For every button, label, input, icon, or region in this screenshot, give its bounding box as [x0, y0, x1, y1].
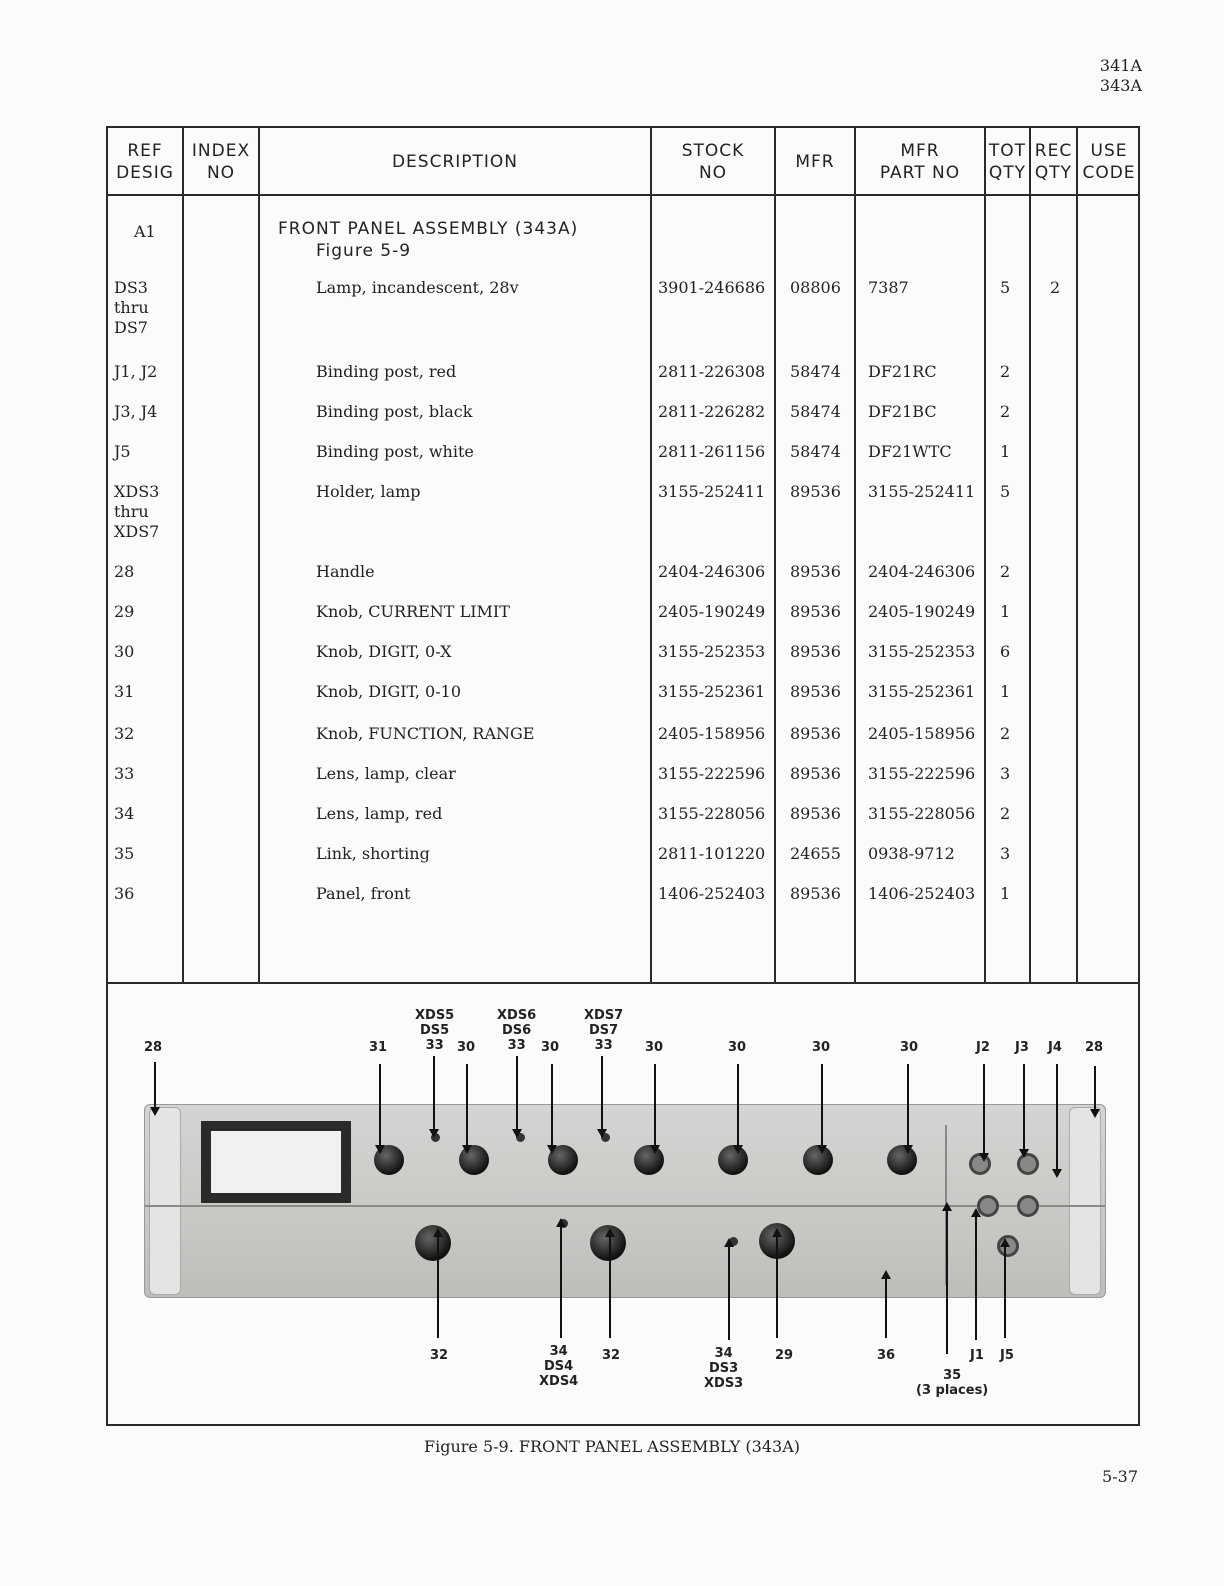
cell-mfr: 08806 — [790, 278, 841, 297]
cell-mfr-part-no: 3155-252361 — [868, 682, 976, 701]
cell-mfr-part-no: 3155-252353 — [868, 642, 976, 661]
cell-tot-qty: 2 — [1000, 724, 1011, 743]
callout-29: 29 — [775, 1348, 794, 1363]
figure-caption: Figure 5-9. FRONT PANEL ASSEMBLY (343A) — [423, 1437, 800, 1456]
panel-meter — [201, 1121, 351, 1203]
column-divider — [774, 128, 776, 982]
header-use-code: USE CODE — [1082, 141, 1136, 183]
handle-left — [149, 1107, 181, 1295]
cell-ref-desig: 30 — [114, 642, 135, 661]
leader-arrow — [885, 1272, 887, 1338]
leader-arrow — [776, 1230, 778, 1338]
cell-tot-qty: 5 — [1000, 482, 1011, 501]
column-divider — [650, 128, 652, 982]
cell-ref-desig: 31 — [114, 682, 135, 701]
page-number: 5-37 — [1102, 1467, 1138, 1486]
cell-tot-qty: 2 — [1000, 362, 1011, 381]
header-ref-desig: REF DESIG — [116, 141, 174, 183]
assembly-figure-ref: Figure 5-9 — [316, 241, 412, 261]
cell-mfr-part-no: 0938-9712 — [868, 844, 955, 863]
leader-arrow — [551, 1064, 553, 1152]
header-mfr-part-no: MFR PART NO — [879, 141, 961, 183]
assembly-title-block — [278, 218, 578, 262]
cell-description: Holder, lamp — [316, 482, 421, 501]
callout-j5: J5 — [1000, 1348, 1014, 1363]
leader-arrow — [907, 1064, 909, 1152]
cell-mfr: 89536 — [790, 602, 841, 621]
cell-ref-desig: XDS3 thru XDS7 — [114, 482, 160, 541]
callout-j3: J3 — [1015, 1040, 1029, 1055]
cell-ref-desig: J3, J4 — [114, 402, 158, 421]
cell-mfr: 89536 — [790, 682, 841, 701]
header-stock-no: STOCK NO — [681, 141, 745, 183]
cell-mfr-part-no: 3155-252411 — [868, 482, 976, 501]
cell-mfr: 24655 — [790, 844, 841, 863]
header-divider — [108, 194, 1138, 196]
cell-description: Lens, lamp, clear — [316, 764, 456, 783]
column-divider — [854, 128, 856, 982]
callout-32-b: 32 — [602, 1348, 621, 1363]
cell-mfr: 89536 — [790, 724, 841, 743]
cell-stock-no: 2811-261156 — [658, 442, 766, 461]
leader-arrow — [737, 1064, 739, 1152]
cell-tot-qty: 3 — [1000, 764, 1011, 783]
callout-31: 31 — [369, 1040, 388, 1055]
leader-arrow — [1056, 1064, 1058, 1176]
cell-mfr-part-no: DF21RC — [868, 362, 937, 381]
model-number-341a: 341A — [1099, 56, 1142, 75]
leader-arrow — [654, 1064, 656, 1152]
cell-ref-desig: J1, J2 — [114, 362, 158, 381]
leader-arrow — [601, 1056, 603, 1136]
cell-tot-qty: 3 — [1000, 844, 1011, 863]
leader-arrow — [1004, 1240, 1006, 1338]
cell-stock-no: 3155-222596 — [658, 764, 766, 783]
leader-arrow — [379, 1064, 381, 1152]
callout-34-ds4-group: 34 DS4 XDS4 — [539, 1344, 579, 1389]
callout-35-group: 35 (3 places) — [916, 1368, 989, 1398]
header-rec-qty: REC QTY — [1034, 141, 1073, 183]
cell-ref-desig: 36 — [114, 884, 135, 903]
cell-description: Knob, DIGIT, 0-10 — [316, 682, 461, 701]
cell-mfr-part-no: 7387 — [868, 278, 909, 297]
leader-arrow — [946, 1204, 948, 1354]
cell-description: Binding post, white — [316, 442, 474, 461]
column-divider — [258, 128, 260, 982]
assembly-title: FRONT PANEL ASSEMBLY (343A) — [278, 219, 579, 239]
cell-mfr: 58474 — [790, 402, 841, 421]
column-divider — [1076, 128, 1078, 982]
cell-ref-desig: 28 — [114, 562, 135, 581]
cell-mfr-part-no: DF21WTC — [868, 442, 952, 461]
callout-j4: J4 — [1048, 1040, 1062, 1055]
model-number-343a: 343A — [1099, 76, 1142, 95]
cell-stock-no: 3155-228056 — [658, 804, 766, 823]
cell-ref-desig: J5 — [114, 442, 131, 461]
cell-mfr-part-no: 3155-228056 — [868, 804, 976, 823]
parts-list-table — [106, 126, 1140, 984]
cell-stock-no: 2404-246306 — [658, 562, 766, 581]
cell-description: Binding post, black — [316, 402, 473, 421]
leader-arrow — [609, 1230, 611, 1338]
cell-mfr: 89536 — [790, 804, 841, 823]
cell-stock-no: 2811-226282 — [658, 402, 766, 421]
cell-tot-qty: 6 — [1000, 642, 1011, 661]
cell-tot-qty: 1 — [1000, 884, 1011, 903]
header-index-no: INDEX NO — [191, 141, 251, 183]
cell-description: Knob, CURRENT LIMIT — [316, 602, 510, 621]
header-mfr: MFR — [795, 152, 835, 172]
leader-arrow — [1094, 1066, 1096, 1116]
assembly-ref: A1 — [134, 222, 156, 241]
cell-mfr-part-no: 2405-190249 — [868, 602, 976, 621]
leader-arrow — [821, 1064, 823, 1152]
callout-30-e: 30 — [812, 1040, 831, 1055]
cell-ref-desig: 35 — [114, 844, 135, 863]
callout-xds6-group: XDS6 DS6 33 — [497, 1008, 537, 1053]
cell-description: Link, shorting — [316, 844, 430, 863]
cell-description: Lamp, incandescent, 28v — [316, 278, 519, 297]
cell-description: Knob, DIGIT, 0-X — [316, 642, 452, 661]
callout-36: 36 — [877, 1348, 896, 1363]
cell-ref-desig: 32 — [114, 724, 135, 743]
leader-arrow — [1023, 1064, 1025, 1156]
leader-arrow — [154, 1062, 156, 1114]
callout-28-right: 28 — [1085, 1040, 1104, 1055]
cell-stock-no: 2811-226308 — [658, 362, 766, 381]
cell-rec-qty: 2 — [1050, 278, 1061, 297]
cell-mfr-part-no: DF21BC — [868, 402, 937, 421]
cell-mfr: 58474 — [790, 362, 841, 381]
cell-ref-desig: 34 — [114, 804, 135, 823]
cell-tot-qty: 1 — [1000, 442, 1011, 461]
cell-mfr: 89536 — [790, 884, 841, 903]
callout-28-left: 28 — [144, 1040, 163, 1055]
figure-front-panel — [106, 984, 1140, 1426]
cell-stock-no: 2405-190249 — [658, 602, 766, 621]
callout-xds7-group: XDS7 DS7 33 — [584, 1008, 624, 1053]
column-divider — [984, 128, 986, 982]
callout-30-f: 30 — [900, 1040, 919, 1055]
cell-mfr: 89536 — [790, 764, 841, 783]
cell-mfr-part-no: 3155-222596 — [868, 764, 976, 783]
callout-30-c: 30 — [645, 1040, 664, 1055]
callout-j2: J2 — [976, 1040, 990, 1055]
cell-mfr-part-no: 1406-252403 — [868, 884, 976, 903]
cell-description: Panel, front — [316, 884, 411, 903]
callout-34-ds3-group: 34 DS3 XDS3 — [704, 1346, 744, 1391]
cell-tot-qty: 5 — [1000, 278, 1011, 297]
binding-post-j4 — [1017, 1195, 1039, 1217]
cell-tot-qty: 2 — [1000, 402, 1011, 421]
cell-mfr: 89536 — [790, 482, 841, 501]
cell-stock-no: 3901-246686 — [658, 278, 766, 297]
cell-stock-no: 3155-252361 — [658, 682, 766, 701]
cell-mfr: 89536 — [790, 562, 841, 581]
leader-arrow — [466, 1064, 468, 1152]
header-description: DESCRIPTION — [391, 152, 519, 172]
leader-arrow — [437, 1230, 439, 1338]
instrument-front-panel — [144, 1104, 1106, 1298]
leader-arrow — [516, 1056, 518, 1136]
cell-stock-no: 1406-252403 — [658, 884, 766, 903]
cell-tot-qty: 1 — [1000, 682, 1011, 701]
callout-xds5-group: XDS5 DS5 33 — [415, 1008, 455, 1053]
callout-30-b: 30 — [541, 1040, 560, 1055]
cell-tot-qty: 2 — [1000, 562, 1011, 581]
cell-mfr: 89536 — [790, 642, 841, 661]
cell-description: Handle — [316, 562, 375, 581]
cell-stock-no: 3155-252353 — [658, 642, 766, 661]
leader-arrow — [983, 1064, 985, 1160]
leader-arrow — [560, 1220, 562, 1338]
cell-mfr-part-no: 2404-246306 — [868, 562, 976, 581]
cell-description: Knob, FUNCTION, RANGE — [316, 724, 535, 743]
cell-mfr-part-no: 2405-158956 — [868, 724, 976, 743]
model-numbers — [1100, 56, 1142, 96]
leader-arrow — [728, 1240, 730, 1340]
header-tot-qty: TOT QTY — [988, 141, 1027, 183]
callout-30-a: 30 — [457, 1040, 476, 1055]
cell-description: Binding post, red — [316, 362, 457, 381]
cell-description: Lens, lamp, red — [316, 804, 443, 823]
cell-tot-qty: 2 — [1000, 804, 1011, 823]
callout-30-d: 30 — [728, 1040, 747, 1055]
cell-stock-no: 2811-101220 — [658, 844, 766, 863]
cell-ref-desig: 33 — [114, 764, 135, 783]
callout-j1: J1 — [970, 1348, 984, 1363]
cell-ref-desig: DS3 thru DS7 — [114, 278, 149, 337]
cell-mfr: 58474 — [790, 442, 841, 461]
column-divider — [1029, 128, 1031, 982]
leader-arrow — [433, 1056, 435, 1136]
cell-stock-no: 3155-252411 — [658, 482, 766, 501]
leader-arrow — [975, 1210, 977, 1340]
cell-stock-no: 2405-158956 — [658, 724, 766, 743]
cell-ref-desig: 29 — [114, 602, 135, 621]
callout-32-a: 32 — [430, 1348, 449, 1363]
cell-tot-qty: 1 — [1000, 602, 1011, 621]
